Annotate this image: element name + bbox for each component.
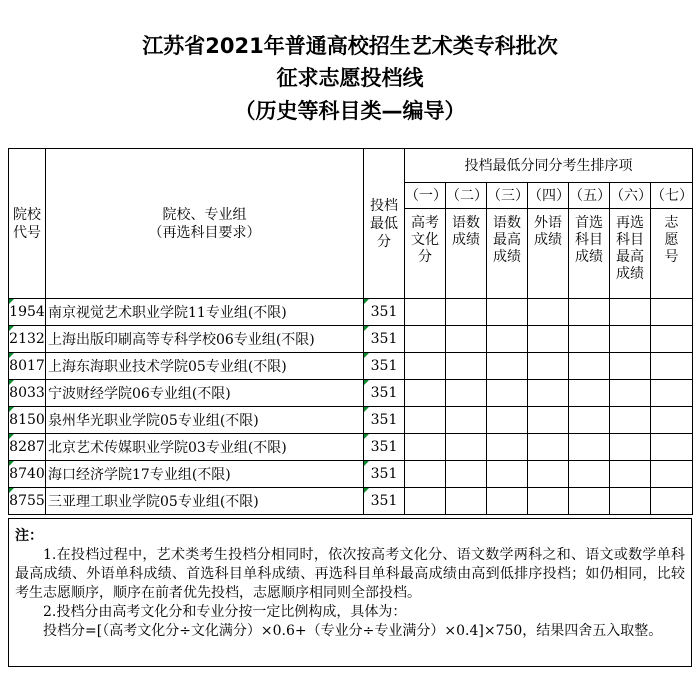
row-score: 351 [364, 434, 405, 461]
notes-box [8, 518, 692, 667]
row-empty-cell [651, 407, 693, 434]
row-empty-cell [569, 299, 610, 326]
title-line-1: 江苏省2021年普通高校招生艺术类专科批次 [142, 34, 558, 58]
table-row [9, 488, 693, 515]
row-name: 上海东海职业技术学院05专业组(不限) [46, 353, 364, 380]
row-empty-cell [446, 353, 487, 380]
row-empty-cell [487, 299, 528, 326]
row-empty-cell [405, 488, 446, 515]
row-code: 8740 [9, 461, 46, 488]
header-col-num: （五） [569, 183, 610, 209]
row-empty-cell [651, 353, 693, 380]
header-name-label: 院校、专业组 （再选科目要求） [148, 206, 261, 241]
row-empty-cell [610, 461, 651, 488]
row-empty-cell [569, 488, 610, 515]
table-row [9, 326, 693, 353]
table-row [9, 407, 693, 434]
header-col-label [569, 209, 610, 299]
row-empty-cell [405, 353, 446, 380]
header-col-label [610, 209, 651, 299]
row-empty-cell [610, 326, 651, 353]
table-row [9, 461, 693, 488]
row-empty-cell [446, 434, 487, 461]
row-score: 351 [364, 326, 405, 353]
row-empty-cell [487, 434, 528, 461]
row-empty-cell [528, 434, 569, 461]
row-empty-cell [405, 434, 446, 461]
header-tiebreak-title: 投档最低分同分考生排序项 [405, 149, 693, 183]
row-score: 351 [364, 380, 405, 407]
row-empty-cell [487, 461, 528, 488]
table-row [9, 434, 693, 461]
row-code: 8033 [9, 380, 46, 407]
row-empty-cell [487, 326, 528, 353]
row-empty-cell [528, 299, 569, 326]
header-col-num: （七） [651, 183, 693, 209]
row-empty-cell [446, 407, 487, 434]
header-score-label: 投档 最低 分 [370, 197, 398, 250]
row-empty-cell [651, 488, 693, 515]
row-empty-cell [569, 434, 610, 461]
note-paragraph-1: 1.在投档过程中，艺术类考生投档分相同时，依次按高考文化分、语文数学两科之和、语文或数学单科最高成绩、外语单科成绩、首选科目单科成绩、再选科目单科最高成绩由高到低排序投档；如仍相同，比较考生志愿顺序，顺序在前者优先投档，志愿顺序相同则全部投档。 [15, 547, 685, 601]
header-col-label-text: 志 愿 号 [664, 215, 679, 265]
header-col-label [528, 209, 569, 299]
row-empty-cell [610, 488, 651, 515]
row-empty-cell [651, 326, 693, 353]
row-empty-cell [610, 407, 651, 434]
row-empty-cell [569, 407, 610, 434]
row-empty-cell [651, 299, 693, 326]
row-empty-cell [405, 326, 446, 353]
row-empty-cell [528, 380, 569, 407]
row-empty-cell [610, 434, 651, 461]
row-empty-cell [528, 488, 569, 515]
row-empty-cell [487, 488, 528, 515]
row-code: 8287 [9, 434, 46, 461]
header-col-num: （四） [528, 183, 569, 209]
row-score: 351 [364, 461, 405, 488]
header-col-num: （六） [610, 183, 651, 209]
row-empty-cell [651, 434, 693, 461]
table-row [9, 299, 693, 326]
table-row [9, 353, 693, 380]
row-empty-cell [569, 380, 610, 407]
header-col-num: （二） [446, 183, 487, 209]
row-empty-cell [487, 407, 528, 434]
header-col-label [651, 209, 693, 299]
row-empty-cell [405, 407, 446, 434]
row-empty-cell [651, 380, 693, 407]
row-score: 351 [364, 299, 405, 326]
header-col-num: （一） [405, 183, 446, 209]
header-score [364, 149, 405, 299]
header-col-label-text: 再选 科目 最高 成绩 [616, 215, 644, 282]
header-col-label-text: 首选 科目 成绩 [575, 215, 603, 265]
header-col-label-text: 语数 最高 成绩 [493, 215, 521, 265]
row-empty-cell [528, 461, 569, 488]
row-empty-cell [487, 353, 528, 380]
row-name: 泉州华光职业学院05专业组(不限) [46, 407, 364, 434]
row-empty-cell [405, 461, 446, 488]
row-name: 南京视觉艺术职业学院11专业组(不限) [46, 299, 364, 326]
row-empty-cell [487, 380, 528, 407]
row-code: 8017 [9, 353, 46, 380]
row-empty-cell [405, 380, 446, 407]
row-name: 三亚理工职业学院05专业组(不限) [46, 488, 364, 515]
row-name: 海口经济学院17专业组(不限) [46, 461, 364, 488]
row-empty-cell [569, 353, 610, 380]
row-name: 上海出版印刷高等专科学校06专业组(不限) [46, 326, 364, 353]
row-score: 351 [364, 407, 405, 434]
row-code: 2132 [9, 326, 46, 353]
title-line-2: 征求志愿投档线 [276, 66, 424, 90]
header-code-label: 院校 代号 [13, 206, 41, 241]
row-code: 1954 [9, 299, 46, 326]
row-empty-cell [446, 461, 487, 488]
header-col-label [487, 209, 528, 299]
note-paragraph-2: 2.投档分由高考文化分和专业分按一定比例构成，具体为： [43, 604, 407, 620]
header-col-num: （三） [487, 183, 528, 209]
row-empty-cell [528, 407, 569, 434]
row-empty-cell [610, 380, 651, 407]
row-empty-cell [405, 299, 446, 326]
header-col-label [446, 209, 487, 299]
row-score: 351 [364, 353, 405, 380]
row-empty-cell [651, 461, 693, 488]
header-col-label-text: 外语 成绩 [534, 215, 562, 248]
header-code [9, 149, 46, 299]
row-empty-cell [446, 326, 487, 353]
row-empty-cell [569, 461, 610, 488]
row-code: 8150 [9, 407, 46, 434]
table-row [9, 380, 693, 407]
row-empty-cell [528, 326, 569, 353]
row-empty-cell [610, 353, 651, 380]
table-body [9, 299, 693, 515]
row-empty-cell [528, 353, 569, 380]
row-score: 351 [364, 488, 405, 515]
note-paragraph-3: 投档分=[（高考文化分÷文化满分）×0.6+（专业分÷专业满分）×0.4]×750，结果四舍五入取整。 [43, 623, 663, 639]
header-name [46, 149, 364, 299]
row-empty-cell [569, 326, 610, 353]
title-line-3: （历史等科目类—编导） [234, 99, 466, 123]
admission-score-table [8, 148, 693, 515]
row-code: 8755 [9, 488, 46, 515]
row-name: 宁波财经学院06专业组(不限) [46, 380, 364, 407]
notes-heading: 注： [15, 528, 43, 544]
row-name: 北京艺术传媒职业学院03专业组(不限) [46, 434, 364, 461]
header-col-label [405, 209, 446, 299]
row-empty-cell [446, 299, 487, 326]
header-col-label-text: 语数 成绩 [452, 215, 480, 248]
row-empty-cell [446, 380, 487, 407]
row-empty-cell [610, 299, 651, 326]
row-empty-cell [446, 488, 487, 515]
header-col-label-text: 高考 文化 分 [411, 215, 439, 265]
